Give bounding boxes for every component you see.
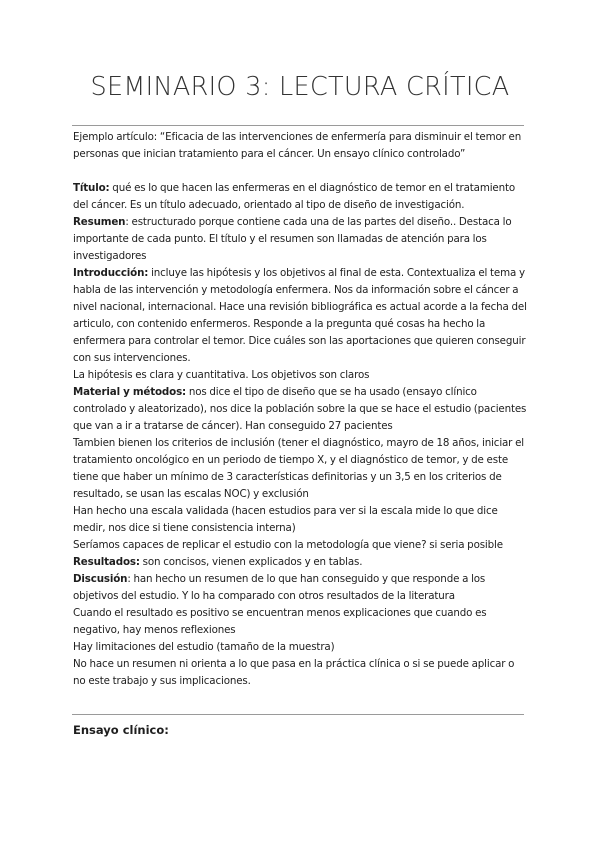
paragraph-practica-clinica [73,656,528,690]
paragraph-introduccion [73,265,528,367]
paragraph-resumen [73,214,528,265]
paragraph-text: La hipótesis es clara y cuantitativa. Los objetivos son claros [73,369,370,381]
paragraph-resultados [73,554,528,571]
document-body [73,129,528,690]
paragraph-replicar [73,537,528,554]
paragraph-titulo [73,180,528,214]
paragraph-text: Cuando el resultado es positivo se encuentran menos explicaciones que cuando es negativo, hay menos reflexiones [73,607,487,636]
paragraph-criterios [73,435,528,503]
section-heading: Ensayo clínico: [73,723,169,737]
paragraph-escala [73,503,528,537]
paragraph-lead: Resultados: [73,556,140,568]
paragraph-text: son concisos, vienen explicados y en tablas. [139,556,363,568]
paragraph-resultado-positivo [73,605,528,639]
bottom-divider [72,714,524,715]
paragraph-lead: Introducción: [73,267,149,279]
paragraph-text: : estructurado porque contiene cada una de las partes del diseño.. Destaca lo importante de cada punto. El título y el resumen son llamadas de atención para los investigadores [73,216,512,262]
paragraph-text: nos dice el tipo de diseño que se ha usado (ensayo clínico controlado y aleatorizado), nos dice la población sobre la que se hace el estudio (pacientes que van a ir a tratarse de cáncer). Han conseguido 27 pacientes [73,386,527,432]
paragraph-lead: Material y métodos: [73,386,187,398]
page-title: SEMINARIO 3: LECTURA CRÍTICA [90,72,510,102]
paragraph-text: qué es lo que hacen las enfermeras en el diagnóstico de temor en el tratamiento del cáncer. Es un título adecuado, orientado al tipo de diseño de investigación. [73,182,516,211]
paragraph-text: Hay limitaciones del estudio (tamaño de la muestra) [73,641,335,653]
paragraph-lead: Discusión [73,573,128,585]
paragraph-limitaciones [73,639,528,656]
top-divider [72,125,524,126]
paragraph-text: Seríamos capaces de replicar el estudio con la metodología que viene? si seria posible [73,539,503,551]
paragraph-example-article [73,129,528,163]
paragraph-text: Han hecho una escala validada (hacen estudios para ver si la escala mide lo que dice medir, nos dice si tiene consistencia interna) [73,505,498,534]
paragraph-text: Ejemplo artículo: “Eficacia de las intervenciones de enfermería para disminuir el temor en personas que inician tratamiento para el cáncer. Un ensayo clínico controlado” [73,131,522,160]
paragraph-hipotesis [73,367,528,384]
paragraph-text: : han hecho un resumen de lo que han conseguido y que responde a los objetivos del estudio. Y lo ha comparado con otros resultados de la literatura [73,573,486,602]
paragraph-material-metodos [73,384,528,435]
paragraph-text: Tambien bienen los criterios de inclusión (tener el diagnóstico, mayro de 18 años, iniciar el tratamiento oncológico en un periodo de tiempo X, y el diagnóstico de temor, y de este tiene que haber un mínimo de 3 características definitorias y un 3,5 en los criterios de resultado, se usan las escalas NOC) y exclusión [73,437,524,500]
paragraph-lead: Título: [73,182,110,194]
paragraph-discusion [73,571,528,605]
paragraph-lead: Resumen [73,216,126,228]
paragraph-text: No hace un resumen ni orienta a lo que pasa en la práctica clínica o si se puede aplicar o no este trabajo y sus implicaciones. [73,658,515,687]
paragraph-text: incluye las hipótesis y los objetivos al final de esta. Contextualiza el tema y habla de las intervención y metodología enfermera. Nos da información sobre el cáncer a nivel nacional, internacional. Hace una revisión bibliográfica es actual acorde a la fecha del articulo, con contenido enfermeros. Responde a la pregunta qué cosas ha hecho la enfermera para controlar el temor. Dice cuáles son las aportaciones que quieren conseguir con sus intervenciones. [73,267,527,364]
